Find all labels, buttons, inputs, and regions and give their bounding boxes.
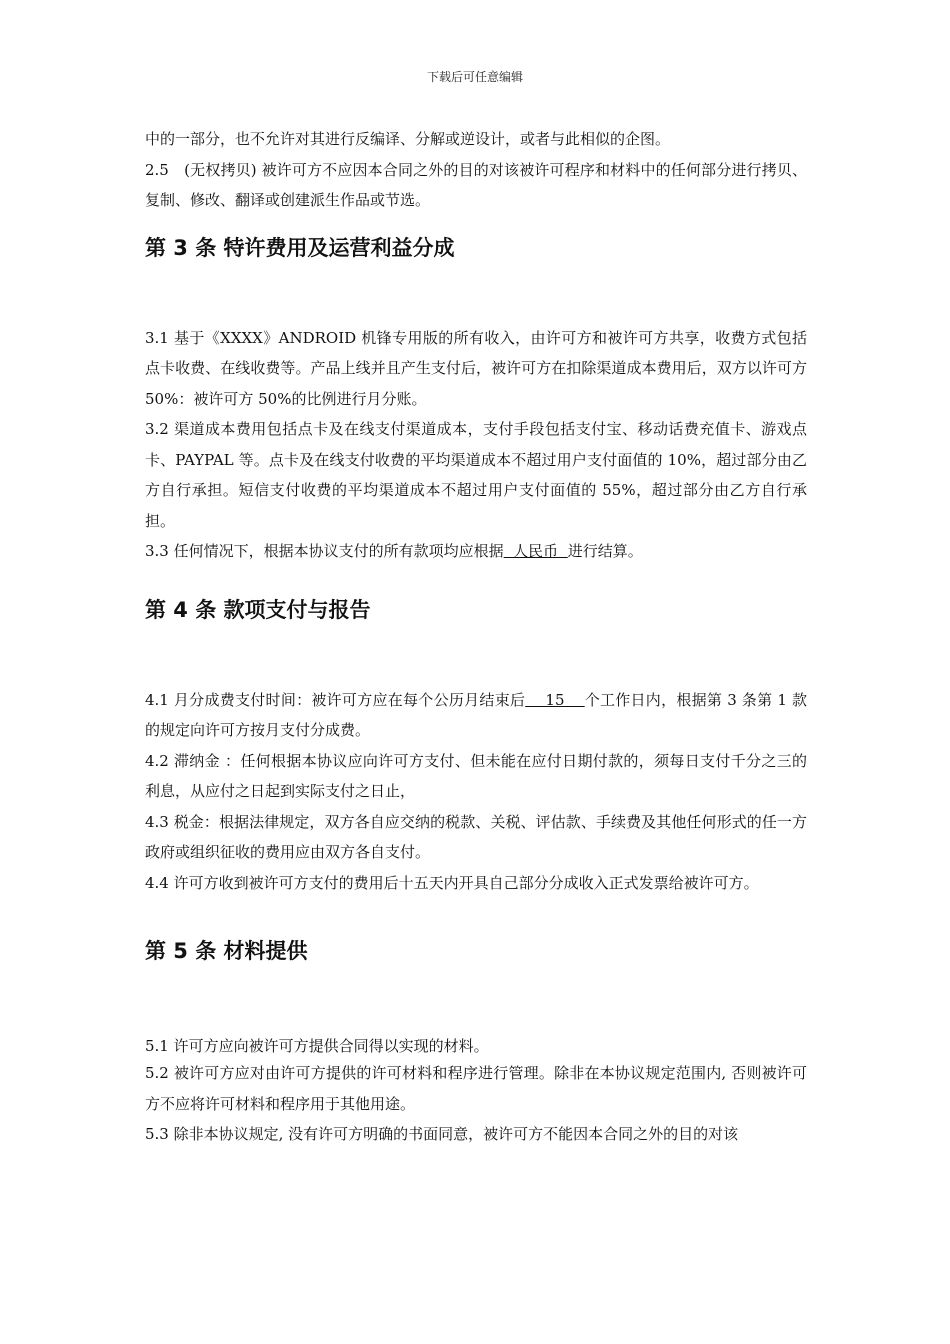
- clause-5-3: 5.3 除非本协议规定, 没有许可方明确的书面同意，被许可方不能因本合同之外的目的对该: [145, 1125, 739, 1143]
- clause-3-1: 3.1 基于《XXXX》ANDROID 机锋专用版的所有收入，由许可方和被许可方共享，收费方式包括点卡收费、在线收费等。产品上线并且产生支付后，被许可方在扣除渠道成本费用后，双方以许可方 50%：被许可方 50%的比例进行月分账。: [145, 328, 807, 408]
- clause-2-5: 2.5 (无权拷贝) 被许可方不应因本合同之外的目的对该被许可程序和材料中的任何部分进行拷贝、复制、修改、翻译或创建派生作品或节选。: [145, 160, 807, 209]
- clause-4-1-end: 个工作日内，根据第 3 条第 1 款的规定向许可方按月支付分成费。: [145, 690, 807, 739]
- clause-3-3-end: 进行结算。: [567, 542, 643, 560]
- clause-5-1: 5.1 许可方应向被许可方提供合同得以实现的材料。: [145, 1037, 489, 1055]
- section-4-title: 第 4 条 款项支付与报告: [145, 597, 371, 622]
- section-5-title: 第 5 条 材料提供: [145, 939, 308, 963]
- clause-4-3: 4.3 税金：根据法律规定，双方各自应交纳的税款、关税、评估款、手续费及其他任何形式的任一方政府或组织征收的费用应由双方各自支付。: [145, 812, 807, 861]
- section-3-title: 第 3 条 特许费用及运营利益分成: [145, 235, 455, 260]
- days-field: 15: [525, 690, 585, 709]
- clause-3-3: [145, 536, 807, 567]
- clause-4-1: [145, 685, 807, 746]
- clause-5-2: 5.2 被许可方应对由许可方提供的许可材料和程序进行管理。除非在本协议规定范围内, 否则被许可方不应将许可材料和程序用于其他用途。: [145, 1064, 807, 1113]
- clause-3-3-text: 3.3 任何情况下，根据本协议支付的所有款项均应根据: [145, 542, 504, 560]
- intro-paragraph: 中的一部分，也不允许对其进行反编译、分解或逆设计，或者与此相似的企图。: [145, 130, 671, 148]
- page-header: 下载后可任意编辑: [426, 70, 523, 84]
- clause-4-1-text: 4.1 月分成费支付时间：被许可方应在每个公历月结束后: [145, 690, 526, 709]
- document-body: [145, 124, 807, 1150]
- clause-4-2: 4.2 滞纳金 ：任何根据本协议应向许可方支付、但未能在应付日期付款的，须每日支付千分之三的利息，从应付之日起到实际支付之日止，: [145, 751, 807, 800]
- clause-3-2: 3.2 渠道成本费用包括点卡及在线支付渠道成本，支付手段包括支付宝、移动话费充值卡、游戏点卡、PAYPAL 等。点卡及在线支付收费的平均渠道成本不超过用户支付面值的 10%，超过部分由乙方自行承担。短信支付收费的平均渠道成本不超过用户支付面值的 55%，超过部分由乙方自行承担。: [145, 420, 807, 530]
- clause-4-4: 4.4 许可方收到被许可方支付的费用后十五天内开具自己部分分成收入正式发票给被许可方。: [145, 873, 759, 892]
- currency-field: 人民币: [503, 542, 568, 560]
